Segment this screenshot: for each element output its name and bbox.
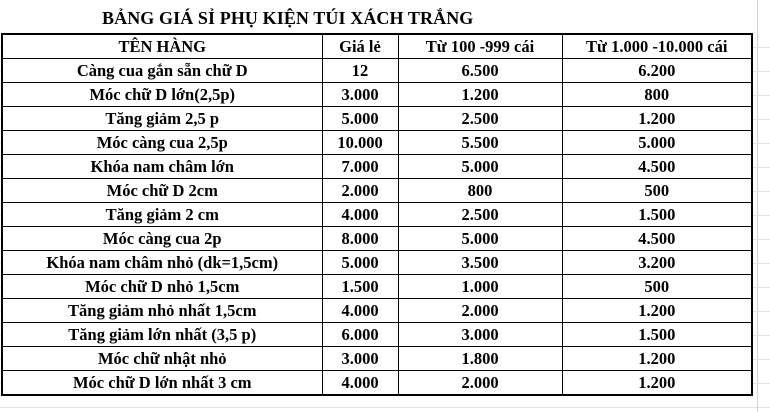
cell-price-100-999[interactable]: 2.500 <box>398 203 562 227</box>
cell-price-100-999[interactable]: 3.000 <box>398 323 562 347</box>
cell-retail-price[interactable]: 3.000 <box>322 347 398 371</box>
table-title[interactable]: BẢNG GIÁ SỈ PHỤ KIỆN TÚI XÁCH TRẮNG <box>102 8 474 28</box>
cell-retail-price[interactable]: 7.000 <box>322 155 398 179</box>
cell-price-1000-10000[interactable]: 3.200 <box>562 251 752 275</box>
cell-price-1000-10000[interactable]: 800 <box>562 83 752 107</box>
cell-product-name[interactable]: Móc chữ D lớn nhất 3 cm <box>2 371 322 396</box>
cell-product-name[interactable]: Khóa nam châm lớn <box>2 155 322 179</box>
cell-price-100-999[interactable]: 1.800 <box>398 347 562 371</box>
cell-retail-price[interactable]: 1.500 <box>322 275 398 299</box>
cell-price-1000-10000[interactable]: 5.000 <box>562 131 752 155</box>
header-retail-price[interactable]: Giá lẻ <box>322 34 398 59</box>
table-row <box>2 299 752 323</box>
table-row <box>2 155 752 179</box>
header-price-100-999[interactable]: Từ 100 -999 cái <box>398 34 562 59</box>
cell-price-1000-10000[interactable]: 500 <box>562 179 752 203</box>
table-row <box>2 59 752 83</box>
cell-price-100-999[interactable]: 2.000 <box>398 299 562 323</box>
cell-retail-price[interactable]: 4.000 <box>322 299 398 323</box>
cell-price-100-999[interactable]: 1.000 <box>398 275 562 299</box>
cell-price-1000-10000[interactable]: 500 <box>562 275 752 299</box>
cell-product-name[interactable]: Móc chữ D lớn(2,5p) <box>2 83 322 107</box>
cell-price-100-999[interactable]: 2.500 <box>398 107 562 131</box>
cell-retail-price[interactable]: 6.000 <box>322 323 398 347</box>
cell-price-1000-10000[interactable]: 4.500 <box>562 155 752 179</box>
cell-product-name[interactable]: Tăng giảm 2,5 p <box>2 107 322 131</box>
cell-price-100-999[interactable]: 5.000 <box>398 155 562 179</box>
cell-price-1000-10000[interactable]: 4.500 <box>562 227 752 251</box>
cell-price-100-999[interactable]: 1.200 <box>398 83 562 107</box>
cell-retail-price[interactable]: 8.000 <box>322 227 398 251</box>
cell-price-100-999[interactable]: 3.500 <box>398 251 562 275</box>
table-row <box>2 83 752 107</box>
cell-retail-price[interactable]: 12 <box>322 59 398 83</box>
cell-retail-price[interactable]: 3.000 <box>322 83 398 107</box>
table-row <box>2 107 752 131</box>
cell-product-name[interactable]: Tăng giảm nhỏ nhất 1,5cm <box>2 299 322 323</box>
cell-retail-price[interactable]: 4.000 <box>322 371 398 396</box>
cell-product-name[interactable]: Móc càng cua 2p <box>2 227 322 251</box>
gridline <box>757 0 758 412</box>
cell-price-1000-10000[interactable]: 1.200 <box>562 347 752 371</box>
table-row <box>2 251 752 275</box>
title-row <box>0 0 770 34</box>
table-row <box>2 323 752 347</box>
price-table <box>1 33 753 396</box>
cell-price-100-999[interactable]: 6.500 <box>398 59 562 83</box>
cell-price-1000-10000[interactable]: 1.500 <box>562 323 752 347</box>
table-row <box>2 203 752 227</box>
cell-product-name[interactable]: Móc chữ D 2cm <box>2 179 322 203</box>
table-row <box>2 131 752 155</box>
cell-product-name[interactable]: Móc chữ D nhỏ 1,5cm <box>2 275 322 299</box>
cell-price-100-999[interactable]: 800 <box>398 179 562 203</box>
header-product-name[interactable]: TÊN HÀNG <box>2 34 322 59</box>
cell-product-name[interactable]: Tăng giảm 2 cm <box>2 203 322 227</box>
cell-retail-price[interactable]: 5.000 <box>322 107 398 131</box>
cell-price-100-999[interactable]: 5.500 <box>398 131 562 155</box>
cell-retail-price[interactable]: 4.000 <box>322 203 398 227</box>
cell-price-1000-10000[interactable]: 1.200 <box>562 107 752 131</box>
table-row <box>2 179 752 203</box>
cell-retail-price[interactable]: 2.000 <box>322 179 398 203</box>
header-row <box>2 34 752 59</box>
cell-retail-price[interactable]: 5.000 <box>322 251 398 275</box>
cell-product-name[interactable]: Tăng giảm lớn nhất (3,5 p) <box>2 323 322 347</box>
cell-product-name[interactable]: Móc chữ nhật nhỏ <box>2 347 322 371</box>
header-price-1000-10000[interactable]: Từ 1.000 -10.000 cái <box>562 34 752 59</box>
cell-product-name[interactable]: Khóa nam châm nhỏ (dk=1,5cm) <box>2 251 322 275</box>
cell-price-1000-10000[interactable]: 6.200 <box>562 59 752 83</box>
table-row <box>2 275 752 299</box>
cell-price-100-999[interactable]: 2.000 <box>398 371 562 396</box>
table-row <box>2 371 752 396</box>
cell-retail-price[interactable]: 10.000 <box>322 131 398 155</box>
cell-product-name[interactable]: Móc càng cua 2,5p <box>2 131 322 155</box>
table-row <box>2 347 752 371</box>
cell-price-1000-10000[interactable]: 1.200 <box>562 371 752 396</box>
table-row <box>2 227 752 251</box>
cell-price-1000-10000[interactable]: 1.200 <box>562 299 752 323</box>
cell-price-1000-10000[interactable]: 1.500 <box>562 203 752 227</box>
cell-product-name[interactable]: Càng cua gắn sẵn chữ D <box>2 59 322 83</box>
cell-price-100-999[interactable]: 5.000 <box>398 227 562 251</box>
